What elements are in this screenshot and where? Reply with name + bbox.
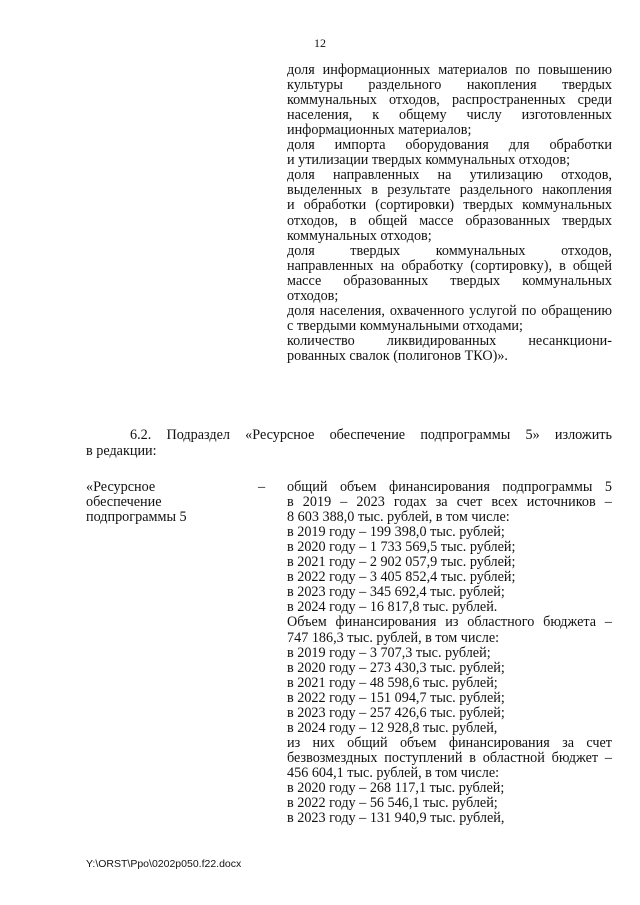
indicator-line: доля населения, охваченного услугой по обращению <box>287 302 612 319</box>
indicator-line: и обработки (сортировки) твердых коммунальных <box>287 197 612 214</box>
indicator-line: отходов, в общей массе образованных твердых <box>287 212 612 229</box>
resource-value-line: 456 604,1 тыс. рублей, в том числе: <box>287 764 500 781</box>
resource-value-line: 8 603 388,0 тыс. рублей, в том числе: <box>287 509 510 526</box>
resource-value-line: в 2019 – 2023 годах за счет всех источников – <box>287 494 612 511</box>
indicator-line: и утилизации твердых коммунальных отходов; <box>287 152 571 169</box>
indicator-line: доля информационных материалов по повышению <box>287 62 612 78</box>
resource-table-dash: – <box>258 479 266 495</box>
indicator-line: выделенных в результате раздельного накопления <box>287 182 612 199</box>
indicator-line: населения, к общему числу изготовленных <box>287 107 612 124</box>
resource-value-line: в 2023 году – 257 426,6 тыс. рублей; <box>287 704 505 721</box>
resource-value-line: в 2024 году – 12 928,8 тыс. рублей, <box>287 719 498 736</box>
paragraph-line: 6.2. Подраздел «Ресурсное обеспечение подпрограммы 5» изложить <box>130 427 612 443</box>
resource-value-line: в 2022 году – 56 546,1 тыс. рублей; <box>287 795 498 812</box>
indicator-line: массе образованных твердых коммунальных <box>287 272 612 289</box>
resource-value-line: в 2019 году – 199 398,0 тыс. рублей; <box>287 524 505 541</box>
indicator-line: количество ликвидированных несанкциони- <box>287 332 612 349</box>
resource-label-line: обеспечение <box>86 494 162 511</box>
resource-value-line: в 2022 году – 3 405 852,4 тыс. рублей; <box>287 569 516 586</box>
indicator-line: отходов; <box>287 287 339 304</box>
resource-value-line: в 2023 году – 345 692,4 тыс. рублей; <box>287 584 505 601</box>
resource-value-line: в 2020 году – 1 733 569,5 тыс. рублей; <box>287 539 516 556</box>
indicator-line: с твердыми коммунальными отходами; <box>287 317 523 334</box>
resource-value-line: безвозмездных поступлений в областной бюджет – <box>287 749 612 766</box>
indicator-line: рованных свалок (полигонов ТКО)». <box>287 347 508 364</box>
indicator-line: культуры раздельного накопления твердых <box>287 77 612 94</box>
resource-value-line: в 2020 году – 273 430,3 тыс. рублей; <box>287 659 505 676</box>
resource-value-line: общий объем финансирования подпрограммы 5 <box>287 479 612 495</box>
resource-value-line: из них общий объем финансирования за счет <box>287 734 612 751</box>
page-number: 12 <box>314 36 326 50</box>
paragraph-line: в редакции: <box>86 443 157 459</box>
resource-value-line: в 2021 году – 2 902 057,9 тыс. рублей; <box>287 554 516 571</box>
indicator-line: доля импорта оборудования для обработки <box>287 137 612 154</box>
indicator-line: коммунальных отходов; <box>287 227 432 244</box>
resource-label-line: «Ресурсное <box>86 479 156 495</box>
resource-label-line: подпрограммы 5 <box>86 509 187 526</box>
resource-value-line: в 2022 году – 151 094,7 тыс. рублей; <box>287 689 505 706</box>
indicator-line: информационных материалов; <box>287 122 472 139</box>
resource-value-line: в 2019 году – 3 707,3 тыс. рублей; <box>287 644 491 661</box>
indicator-line: коммунальных отходов, распространенных среди <box>287 92 612 109</box>
resource-value-line: в 2024 году – 16 817,8 тыс. рублей. <box>287 599 498 616</box>
resource-value-line: в 2023 году – 131 940,9 тыс. рублей, <box>287 810 505 827</box>
footer-file-path: Y:\ORST\Ppo\0202p050.f22.docx <box>86 858 242 870</box>
indicator-line: доля твердых коммунальных отходов, <box>287 242 612 259</box>
resource-value-line: Объем финансирования из областного бюджета – <box>287 614 612 631</box>
resource-value-line: в 2021 году – 48 598,6 тыс. рублей; <box>287 674 498 691</box>
indicator-line: доля направленных на утилизацию отходов, <box>287 167 612 184</box>
indicator-line: направленных на обработку (сортировку), в общей <box>287 257 612 274</box>
resource-value-line: в 2020 году – 268 117,1 тыс. рублей; <box>287 780 505 796</box>
resource-value-line: 747 186,3 тыс. рублей, в том числе: <box>287 629 500 646</box>
